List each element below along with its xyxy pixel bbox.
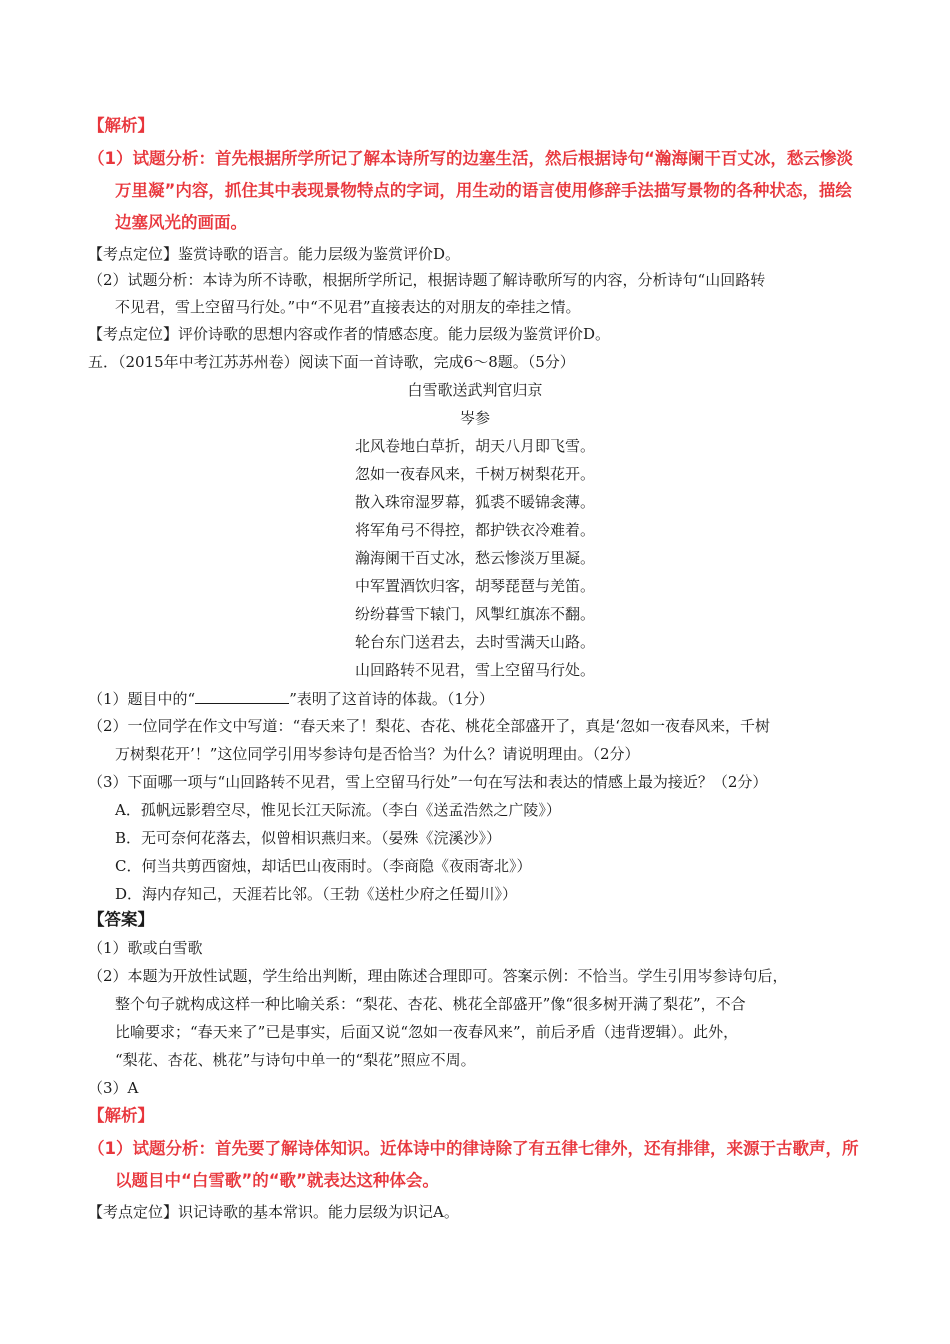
- analysis-line: 万里凝”内容，抓住其中表现景物特点的字词，用生动的语言使用修辞手法描写景物的各种状态，描绘: [115, 181, 852, 200]
- answer-2-cont: “梨花、杏花、桃花”与诗句中单一的“梨花”照应不周。: [115, 1051, 476, 1069]
- poem-line: 忽如一夜春风来，千树万树梨花开。: [354, 465, 595, 483]
- analysis-line: 边塞风光的画面。: [115, 213, 247, 232]
- analysis-header-2: 【解析】: [88, 1106, 154, 1125]
- sub-question-2: （2）一位同学在作文中写道：“春天来了！梨花、杏花、桃花全部盛开了，真是‘忽如一夜春风来，千树: [88, 717, 770, 735]
- poem-line: 北风卷地白草折，胡天八月即飞雪。: [354, 437, 595, 455]
- option-d: D．海内存知己，天涯若比邻。（王勃《送杜少府之任蜀川》）: [115, 885, 518, 903]
- question-intro: 五．（2015年中考江苏苏州卷）阅读下面一首诗歌，完成6～8题。（5分）: [88, 353, 575, 371]
- poem-line: 瀚海阑干百丈冰，愁云惨淡万里凝。: [354, 549, 595, 567]
- sub-question-2-cont: 万树梨花开’！”这位同学引用岑参诗句是否恰当？为什么？请说明理由。（2分）: [115, 745, 640, 763]
- poem-line: 中军置酒饮归客，胡琴琵琶与羌笛。: [354, 577, 595, 595]
- sub-question-1-suffix: ”表明了这首诗的体裁。（1分）: [289, 690, 494, 708]
- answer-blank: [195, 688, 289, 704]
- sub-question-1: [88, 688, 494, 709]
- option-c: C．何当共剪西窗烛，却话巴山夜雨时。（李商隐《夜雨寄北》）: [115, 857, 532, 875]
- sub-question-1-prefix: （1）题目中的“: [88, 690, 196, 708]
- poem-line: 山回路转不见君，雪上空留马行处。: [354, 661, 595, 679]
- poem-line: 纷纷暮雪下辕门，风掣红旗冻不翻。: [354, 605, 595, 623]
- knowledge-point: 【考点定位】识记诗歌的基本常识。能力层级为识记A。: [88, 1203, 459, 1221]
- sub-question-3: （3）下面哪一项与“山回路转不见君，雪上空留马行处”一句在写法和表达的情感上最为接近？（2分）: [88, 773, 768, 791]
- knowledge-point: 【考点定位】评价诗歌的思想内容或作者的情感态度。能力层级为鉴赏评价D。: [88, 325, 611, 343]
- analysis-line: （2）试题分析：本诗为所不诗歌，根据所学所记，根据诗题了解诗歌所写的内容，分析诗句“山回路转: [88, 271, 766, 289]
- answer-header: 【答案】: [88, 910, 154, 929]
- poem-line: 散入珠帘湿罗幕，狐裘不暖锦衾薄。: [354, 493, 595, 511]
- analysis-line: 不见君，雪上空留马行处。”中“不见君”直接表达的对朋友的牵挂之情。: [115, 298, 581, 316]
- analysis-header: 【解析】: [88, 116, 154, 135]
- analysis-line: （1）试题分析：首先根据所学所记了解本诗所写的边塞生活，然后根据诗句“瀚海阑干百丈冰，愁云惨淡: [88, 149, 853, 168]
- poem-author: 岑参: [459, 409, 490, 427]
- analysis-line: （1）试题分析：首先要了解诗体知识。近体诗中的律诗除了有五律七律外，还有排律，来源于古歌声，所: [88, 1139, 859, 1158]
- knowledge-point: 【考点定位】鉴赏诗歌的语言。能力层级为鉴赏评价D。: [88, 245, 461, 263]
- poem-line: 轮台东门送君去，去时雪满天山路。: [354, 633, 595, 651]
- answer-2-cont: 整个句子就构成这样一种比喻关系：“梨花、杏花、桃花全部盛开”像“很多树开满了梨花”，不合: [115, 995, 746, 1013]
- answer-3: （3）A: [88, 1079, 139, 1097]
- poem-title: 白雪歌送武判官归京: [407, 381, 543, 399]
- answer-2: （2）本题为开放性试题，学生给出判断，理由陈述合理即可。答案示例：不恰当。学生引用岑参诗句后，: [88, 967, 788, 985]
- answer-1: （1）歌或白雪歌: [88, 939, 203, 957]
- analysis-line: 以题目中“白雪歌”的“歌”就表达这种体会。: [115, 1171, 439, 1190]
- option-b: B．无可奈何花落去，似曾相识燕归来。（晏殊《浣溪沙》）: [115, 829, 502, 847]
- option-a: A．孤帆远影碧空尽，惟见长江天际流。（李白《送孟浩然之广陵》）: [115, 801, 561, 819]
- answer-2-cont: 比喻要求；“春天来了”已是事实，后面又说“忽如一夜春风来”，前后矛盾（违背逻辑）。此外，: [115, 1023, 739, 1041]
- poem-line: 将军角弓不得控，都护铁衣冷难着。: [354, 521, 595, 539]
